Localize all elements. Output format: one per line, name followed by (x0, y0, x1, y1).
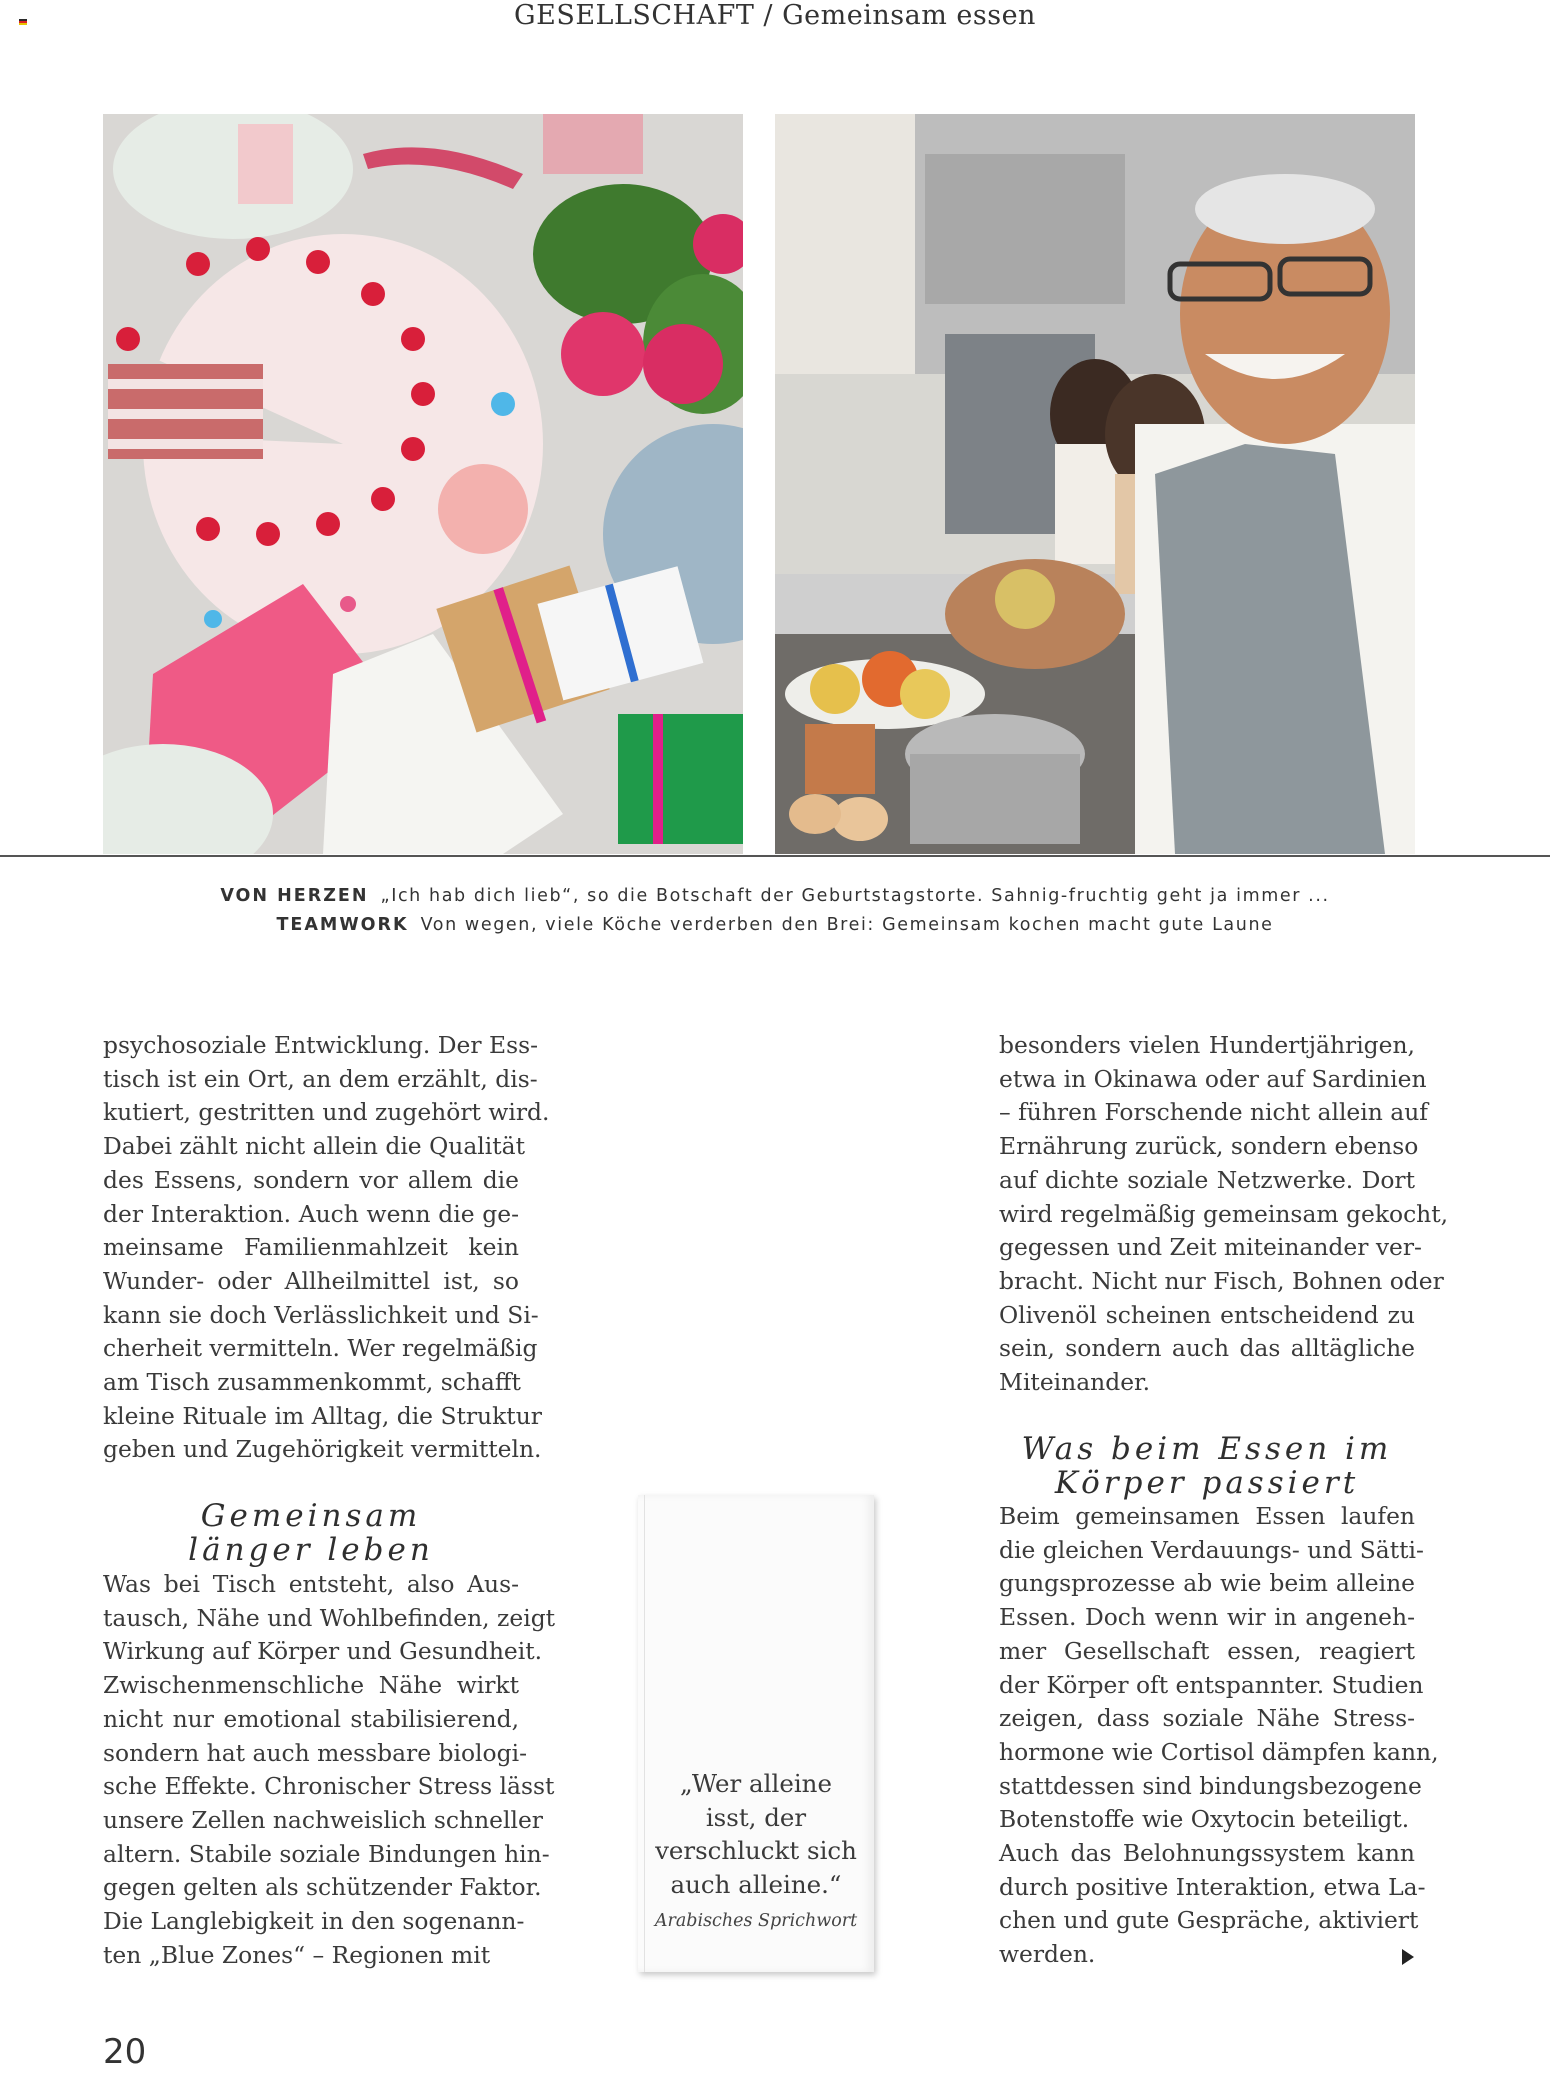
text-line: meinsame Familienmahlzeit kein (103, 1233, 519, 1262)
text-line: cherheit vermitteln. Wer regelmäßig (103, 1334, 538, 1363)
text-line: der Körper oft entspannter. Studien (999, 1670, 1424, 1699)
text-line: gungsprozesse ab wie beim alleine (999, 1569, 1415, 1598)
subheading-left (103, 1499, 519, 1567)
text-line: verschluckt sich (655, 1836, 857, 1865)
page-header: GESELLSCHAFT / Gemeinsam essen (514, 0, 1036, 31)
text-line: etwa in Okinawa oder auf Sardinien (999, 1064, 1427, 1093)
text-line: Essen. Doch wenn wir in angeneh- (999, 1603, 1415, 1632)
caption-text: „Ich hab dich lieb“, so die Botschaft der Geburtstagstorte. Sahnig-fruchtig geht ja immer ... (380, 886, 1330, 906)
text-line: geben und Zugehörigkeit vermitteln. (103, 1435, 542, 1464)
subheading-line: Körper passiert (1054, 1465, 1360, 1501)
subheading-right (999, 1432, 1415, 1500)
text-line: Wunder- oder Allheilmittel ist, so (103, 1266, 519, 1295)
text-line: altern. Stabile soziale Bindungen hin- (103, 1839, 550, 1868)
text-line: chen und gute Gespräche, aktiviert (999, 1906, 1419, 1935)
text-line: sein, sondern auch das alltägliche (999, 1334, 1415, 1363)
text-line: isst, der (705, 1802, 807, 1832)
page-number: 20 (103, 2032, 147, 2072)
text-line: kleine Rituale im Alltag, die Struktur (103, 1401, 542, 1430)
text-line: auch alleine.“ (670, 1869, 842, 1899)
subheading-line: Was beim Essen im (1021, 1431, 1393, 1467)
text-line: gegessen und Zeit miteinander ver- (999, 1233, 1422, 1262)
text-line: Was bei Tisch entsteht, also Aus- (103, 1570, 519, 1598)
text-line: hormone wie Cortisol dämpfen kann, (999, 1737, 1439, 1766)
quote-napkin (638, 1495, 874, 1972)
caption-line-2 (0, 911, 1550, 940)
text-line: Auch das Belohnungssystem kann (999, 1839, 1415, 1868)
text-line: auf dichte soziale Netzwerke. Dort (999, 1165, 1415, 1194)
caption-line-1 (0, 882, 1550, 911)
photo-captions (0, 882, 1550, 940)
text-line: tausch, Nähe und Wohlbefinden, zeigt (103, 1603, 556, 1632)
text-line: psychosoziale Entwicklung. Der Ess- (103, 1031, 538, 1059)
right-column-text-2 (999, 1500, 1439, 1972)
text-line: werden. (999, 1940, 1096, 1969)
text-line: Wirkung auf Körper und Gesundheit. (103, 1637, 543, 1666)
caption-lead: TEAMWORK (276, 915, 409, 935)
text-line: kutiert, gestritten und zugehört wird. (103, 1098, 550, 1127)
text-line: wird regelmäßig gemeinsam gekocht, (999, 1199, 1449, 1228)
divider-rule (0, 855, 1550, 857)
quote-text (638, 1767, 874, 1901)
text-line: stattdessen sind bindungsbezogene (999, 1771, 1422, 1800)
quote-source: Arabisches Sprichwort (654, 1911, 858, 1931)
text-line: die gleichen Verdauungs- und Sätti- (999, 1535, 1424, 1564)
continue-arrow-icon (1402, 1949, 1414, 1965)
text-line: „Wer alleine (680, 1769, 832, 1798)
text-line: Ernährung zurück, sondern ebenso (999, 1132, 1419, 1161)
text-line: sondern hat auch messbare biologi- (103, 1738, 527, 1767)
text-line: besonders vielen Hundertjährigen, (999, 1031, 1415, 1059)
text-line: nicht nur emotional stabilisierend, (103, 1704, 519, 1733)
caption-lead: VON HERZEN (220, 886, 369, 906)
text-line: Beim gemeinsamen Essen laufen (999, 1502, 1415, 1530)
left-column-text-1 (103, 1029, 550, 1467)
subheading-line: Gemeinsam (200, 1498, 422, 1534)
text-line: mer Gesellschaft essen, reagiert (999, 1636, 1415, 1665)
text-line: sche Effekte. Chronischer Stress lässt (103, 1772, 555, 1801)
cooking-together-photo (775, 114, 1415, 854)
text-line: Miteinander. (999, 1368, 1151, 1397)
text-line: tisch ist ein Ort, an dem erzählt, dis- (103, 1064, 538, 1093)
text-line: unsere Zellen nachweislich schneller (103, 1805, 543, 1834)
text-line: Botenstoffe wie Oxytocin beteiligt. (999, 1805, 1410, 1834)
birthday-cake-photo (103, 114, 743, 854)
text-line: Die Langlebigkeit in den sogenann- (103, 1907, 525, 1936)
text-line: durch positive Interaktion, etwa La- (999, 1872, 1426, 1901)
text-line: gegen gelten als schützender Faktor. (103, 1873, 542, 1902)
text-line: kann sie doch Verlässlichkeit und Si- (103, 1300, 539, 1329)
caption-text: Von wegen, viele Köche verderben den Brei: Gemeinsam kochen macht gute Laune (420, 915, 1274, 935)
text-line: der Interaktion. Auch wenn die ge- (103, 1199, 519, 1228)
text-line: Olivenöl scheinen entscheidend zu (999, 1300, 1415, 1329)
text-line: Dabei zählt nicht allein die Qualität (103, 1132, 525, 1161)
text-line: Zwischenmenschliche Nähe wirkt (103, 1671, 519, 1700)
text-line: – führen Forschende nicht allein auf (999, 1098, 1428, 1127)
text-line: des Essens, sondern vor allem die (103, 1165, 519, 1194)
right-column-text-1 (999, 1029, 1449, 1400)
text-line: bracht. Nicht nur Fisch, Bohnen oder (999, 1266, 1444, 1295)
text-line: zeigen, dass soziale Nähe Stress- (999, 1704, 1415, 1733)
subheading-line: länger leben (188, 1532, 434, 1568)
left-column-text-2 (103, 1568, 556, 1972)
text-line: am Tisch zusammenkommt, schafft (103, 1368, 521, 1397)
text-line: ten „Blue Zones“ – Regionen mit (103, 1940, 491, 1969)
